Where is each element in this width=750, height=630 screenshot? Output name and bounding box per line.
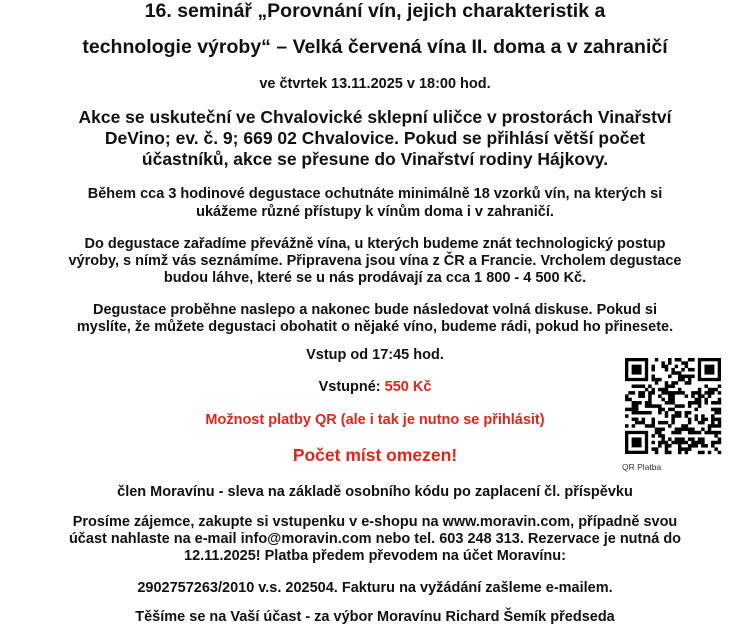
entry-fee-value: 550 Kč — [384, 379, 432, 395]
qr-code-icon — [609, 352, 738, 458]
registration-line-3: 12.11.2025! Platba předem převodem na účet Moravínu: — [184, 548, 566, 564]
tasting-line-1: Během cca 3 hodinové degustace ochutnáte minimálně 18 vzorků vín, na kterých si — [87, 186, 663, 202]
registration-line-2: účast nahlaste na e-mail info@moravin.com nebo tel. 603 248 313. Rezervace je nutná do — [68, 531, 682, 547]
tasting-line-2: ukážeme různé přístupy k vínům doma i v zahraničí. — [196, 204, 554, 220]
limited-seats-note: Počet míst omezen! — [292, 445, 458, 465]
event-date: ve čtvrtek 13.11.2025 v 18:00 hod. — [259, 76, 491, 92]
selection-line-3: budou láhve, které se u nás prodávají za cca 1 800 - 4 500 Kč. — [163, 270, 587, 286]
title-line-1: 16. seminář „Porovnání vín, jejich charakteristik a — [144, 0, 606, 22]
venue-line-3: účastníků, akce se přesune do Vinařství rodiny Hájkovy. — [141, 149, 609, 169]
qr-caption: QR Platba — [622, 462, 662, 472]
title-line-2: technologie výroby“ – Velká červená vína II. doma a v zahraničí — [82, 36, 668, 58]
blind-line-1: Degustace proběhne naslepo a nakonec bude následovat volná diskuse. Pokud si — [92, 302, 658, 318]
selection-line-1: Do degustace zařadíme převážně vína, u kterých budeme znát technologický postup — [84, 236, 666, 252]
entry-time: Vstup od 17:45 hod. — [306, 347, 444, 363]
bank-account-line: 2902757263/2010 v.s. 202504. Fakturu na vyžádání zašleme e-mailem. — [137, 580, 613, 596]
venue-line-2: DeVino; ev. č. 9; 669 02 Chvalovice. Pokud se přihlásí větší počet — [104, 128, 646, 148]
qr-payment-note: Možnost platby QR (ale i tak je nutno se přihlásit) — [205, 412, 545, 428]
blind-line-2: myslíte, že můžete degustaci obohatit o nějaké víno, budeme rádi, pokud ho přinesete. — [76, 319, 674, 335]
entry-fee-label: Vstupné: — [318, 379, 385, 395]
member-discount-note: člen Moravínu - sleva na základě osobního kódu po zaplacení čl. příspěvku — [117, 484, 633, 500]
selection-line-2: výroby, s nímž vás seznámíme. Připravena jsou vína z ČR a Francie. Vrcholem degustace — [68, 253, 682, 269]
venue-line-1: Akce se uskuteční ve Chvalovické sklepní uličce v prostorách Vinařství — [78, 107, 672, 127]
closing-signature: Těšíme se na Vaší účast - za výbor Moravínu Richard Šemík předseda — [135, 609, 615, 625]
registration-line-1: Prosíme zájemce, zakupte si vstupenku v e-shopu na www.moravin.com, případně svou — [72, 514, 678, 530]
